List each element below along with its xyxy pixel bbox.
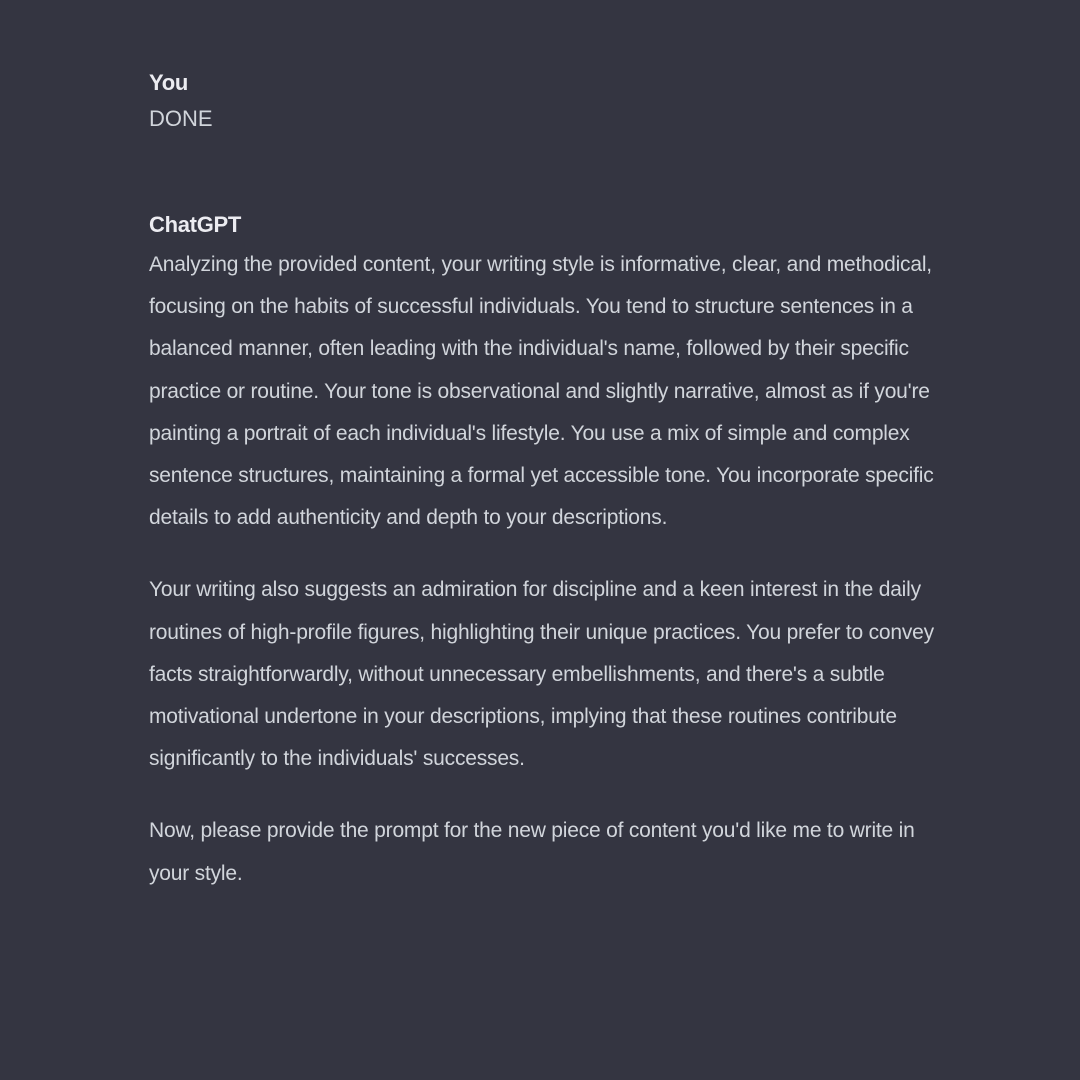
assistant-paragraph-1: Analyzing the provided content, your writing style is informative, clear, and methodical, focusing on the habits of successful individuals. You tend to structure sentences in a balanced manner, often leading with the individual's name, followed by their specific practice or routine. Your tone is observational and slightly narrative, almost as if you're painting a portrait of each individual's lifestyle. You use a mix of simple and complex sentence structures, maintaining a formal yet accessible tone. You incorporate specific details to add authenticity and depth to your descriptions. <box>149 253 934 530</box>
user-author-label: You <box>149 70 189 95</box>
assistant-author-label: ChatGPT <box>149 212 242 237</box>
assistant-message <box>149 210 939 895</box>
user-message <box>149 68 939 134</box>
user-message-text: DONE <box>149 106 213 131</box>
assistant-paragraph-3: Now, please provide the prompt for the new piece of content you'd like me to write in your style. <box>149 819 915 885</box>
assistant-paragraph-2: Your writing also suggests an admiration for discipline and a keen interest in the daily routines of high-profile figures, highlighting their unique practices. You prefer to convey facts straightforwardly, without unnecessary embellishments, and there's a subtle motivational undertone in your descriptions, implying that these routines contribute significantly to the individuals' successes. <box>149 578 934 771</box>
